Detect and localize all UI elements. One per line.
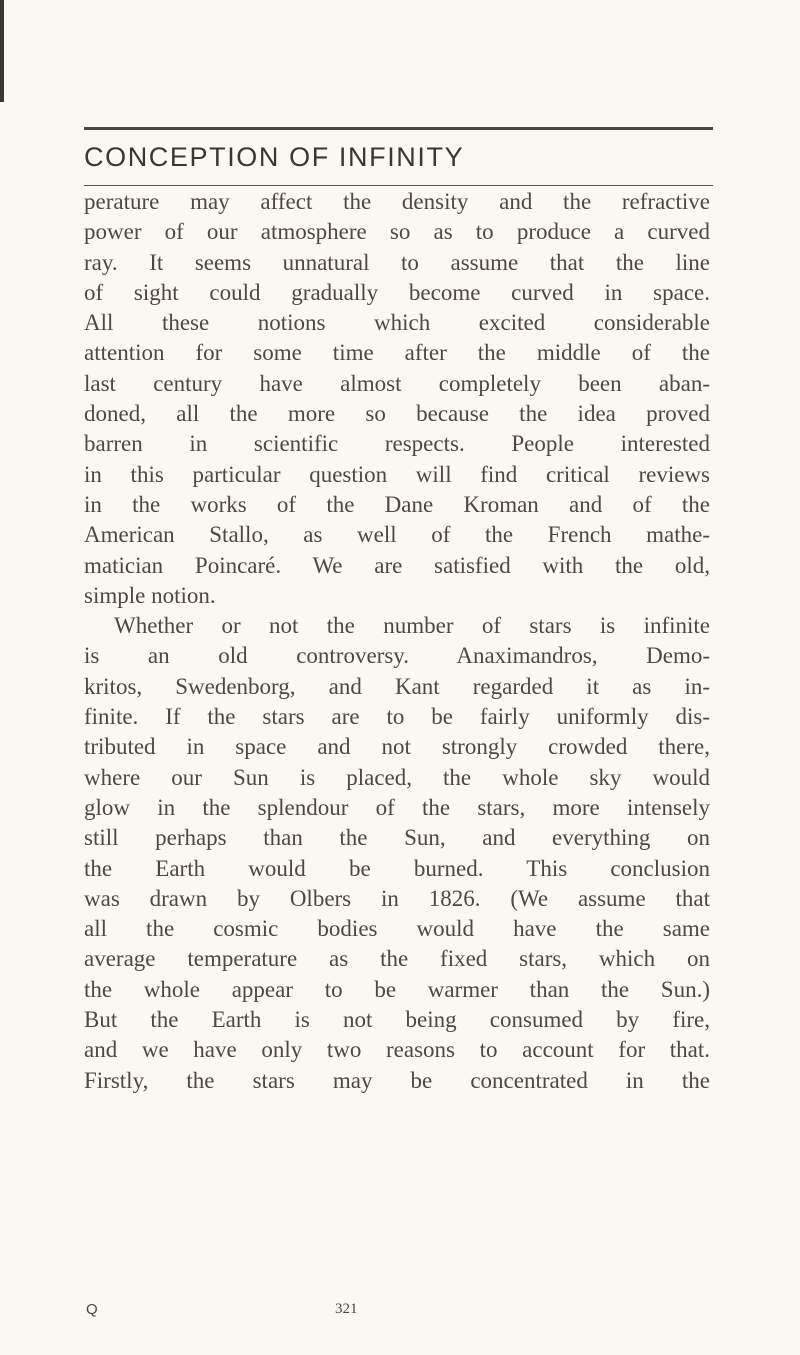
- text-line: in the works of the Dane Kroman and of the: [84, 491, 710, 517]
- text-line: But the Earth is not being consumed by fire,: [84, 1007, 710, 1033]
- text-line: average temperature as the fixed stars, which on: [84, 946, 710, 972]
- text-line: finite. If the stars are to be fairly uniformly dis-: [84, 704, 710, 730]
- text-line: Whether or not the number of stars is infinite: [114, 613, 710, 639]
- text-line: of sight could gradually become curved in space.: [84, 279, 710, 305]
- text-line: matician Poincaré. We are satisfied with the old,: [84, 552, 710, 578]
- text-line: American Stallo, as well of the French mathe-: [84, 522, 710, 548]
- text-line: Firstly, the stars may be concentrated in the: [84, 1067, 710, 1093]
- text-line: is an old controversy. Anaximandros, Demo-: [84, 643, 710, 669]
- text-line: doned, all the more so because the idea proved: [84, 401, 710, 427]
- text-line: still perhaps than the Sun, and everything on: [84, 825, 710, 851]
- text-line: All these notions which excited considerable: [84, 310, 710, 336]
- text-line: the whole appear to be warmer than the Sun.): [84, 976, 710, 1002]
- text-line: the Earth would be burned. This conclusion: [84, 855, 710, 881]
- text-line: where our Sun is placed, the whole sky would: [84, 764, 710, 790]
- paragraph-2: [84, 611, 710, 1096]
- text-line: perature may affect the density and the refractive: [84, 189, 710, 214]
- header-rule-bottom: [84, 185, 713, 186]
- text-line: tributed in space and not strongly crowded there,: [84, 734, 710, 760]
- text-line: ray. It seems unnatural to assume that the line: [84, 249, 710, 275]
- page-edge-mark: [0, 0, 4, 102]
- paragraph-1: [84, 187, 710, 611]
- text-line: was drawn by Olbers in 1826. (We assume that: [84, 885, 710, 911]
- text-line: all the cosmic bodies would have the same: [84, 916, 710, 942]
- body-text: [84, 187, 710, 1096]
- text-line: kritos, Swedenborg, and Kant regarded it as in-: [84, 673, 710, 699]
- page-number: 321: [335, 1301, 358, 1317]
- signature-mark: Q: [86, 1301, 98, 1318]
- running-head: CONCEPTION OF INFINITY: [84, 142, 465, 172]
- text-line: barren in scientific respects. People interested: [84, 431, 710, 457]
- text-line: last century have almost completely been aban-: [84, 370, 710, 396]
- text-line: simple notion.: [84, 582, 216, 608]
- text-line: in this particular question will find critical reviews: [84, 461, 710, 487]
- text-line: power of our atmosphere so as to produce a curved: [84, 219, 710, 245]
- text-line: glow in the splendour of the stars, more intensely: [84, 794, 710, 820]
- text-line: and we have only two reasons to account for that.: [84, 1037, 710, 1063]
- header-rule-top: [84, 127, 713, 130]
- text-line: attention for some time after the middle of the: [84, 340, 710, 366]
